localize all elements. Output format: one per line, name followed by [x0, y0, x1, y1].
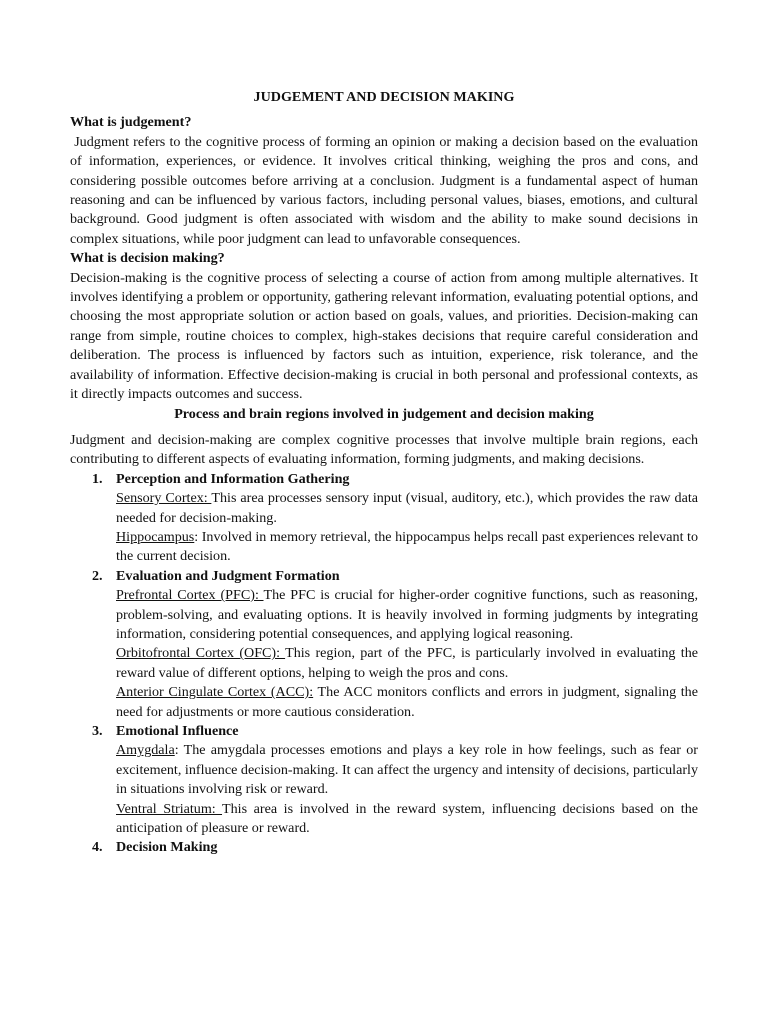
list-item-title: Perception and Information Gathering — [116, 470, 350, 487]
region-amygdala — [116, 741, 698, 799]
region-description: This region, part of the PFC, is particularly involved in evaluating the reward value of different options, helping to weigh the pros and cons. — [116, 645, 698, 681]
region-description: This area is involved in the reward system, influencing decisions based on the anticipation of pleasure or reward. — [116, 800, 698, 837]
region-term: Orbitofrontal Cortex (OFC): — [116, 645, 286, 662]
heading-what-is-judgement: What is judgement? — [70, 114, 192, 131]
region-orbitofrontal-cortex — [116, 644, 698, 683]
list-item-emotional-influence — [70, 722, 698, 838]
list-number: 4. — [92, 839, 103, 856]
list-item-decision-making — [70, 838, 698, 857]
list-number: 1. — [92, 470, 103, 487]
list-number: 3. — [92, 723, 103, 739]
region-prefrontal-cortex — [116, 586, 698, 644]
list-item-evaluation — [70, 567, 698, 722]
region-term: Hippocampus — [116, 528, 195, 545]
region-description: : Involved in memory retrieval, the hippocampus helps recall past experiences relevant to the current decision. — [116, 528, 698, 565]
region-term: Anterior Cingulate Cortex (ACC): — [116, 684, 314, 701]
region-hippocampus — [116, 528, 698, 567]
section-heading-brain-regions: Process and brain regions involved in judgement and decision making — [174, 405, 594, 422]
list-item-title: Evaluation and Judgment Formation — [116, 567, 340, 584]
list-item-title: Decision Making — [116, 839, 218, 856]
region-description: The ACC monitors conflicts and errors in judgment, signaling the need for adjustments or more cautious consideration. — [116, 684, 698, 720]
region-anterior-cingulate-cortex — [116, 683, 698, 722]
list-number: 2. — [92, 567, 103, 584]
region-ventral-striatum — [116, 800, 698, 839]
region-description: : The amygdala processes emotions and plays a key role in how feelings, such as fear or excitement, influence decision-making. It can affect the urgency and intensity of decisions, particularly in situations involving risk or reward. — [116, 742, 698, 798]
region-sensory-cortex — [116, 489, 698, 528]
paragraph-judgement: Judgment refers to the cognitive process of forming an opinion or making a decision based on the evaluation of information, experiences, or evidence. It involves critical thinking, weighing the pros and cons, and considering possible outcomes before arriving at a conclusion. Judgment is a fundamental aspect of human reasoning and can be influenced by various factors, including personal values, biases, emotions, and cultural background. Good judgment is often associated with wisdom and the ability to make sound decisions in complex situations, while poor judgment can lead to unfavorable consequences. — [70, 133, 702, 247]
list-item-perception — [70, 470, 698, 567]
region-term: Prefrontal Cortex (PFC): — [116, 587, 264, 604]
region-term: Sensory Cortex: — [116, 490, 212, 507]
region-description: This area processes sensory input (visual, auditory, etc.), which provides the raw data needed for decision-making. — [116, 490, 698, 526]
list-item-title: Emotional Influence — [116, 723, 239, 739]
region-term: Amygdala — [116, 742, 175, 759]
heading-what-is-decision-making: What is decision making? — [70, 250, 225, 267]
region-description: The PFC is crucial for higher-order cognitive functions, such as reasoning, problem-solving, and evaluating options. It is heavily involved in forming judgments by integrating information, considering potential consequences, and applying logical reasoning. — [116, 587, 698, 642]
paragraph-decision-making: Decision-making is the cognitive process of selecting a course of action from among multiple alternatives. It involves identifying a problem or opportunity, gathering relevant information, evaluating potential options, and choosing the most appropriate solution or action based on goals, values, and priorities. Decision-making can range from simple, routine choices to complex, high-stakes decisions that require careful consideration and deliberation. The process is influenced by factors such as intuition, experience, risk tolerance, and the availability of information. Effective decision-making is crucial in both personal and professional contexts, as it directly impacts outcomes and success. — [70, 269, 698, 403]
paragraph-intro: Judgment and decision-making are complex cognitive processes that involve multiple brain regions, each contributing to different aspects of evaluating information, forming judgments, and making decisions. — [70, 431, 698, 468]
region-term: Ventral Striatum: — [116, 800, 223, 817]
document-title: JUDGEMENT AND DECISION MAKING — [253, 89, 515, 105]
brain-regions-list — [70, 470, 698, 858]
